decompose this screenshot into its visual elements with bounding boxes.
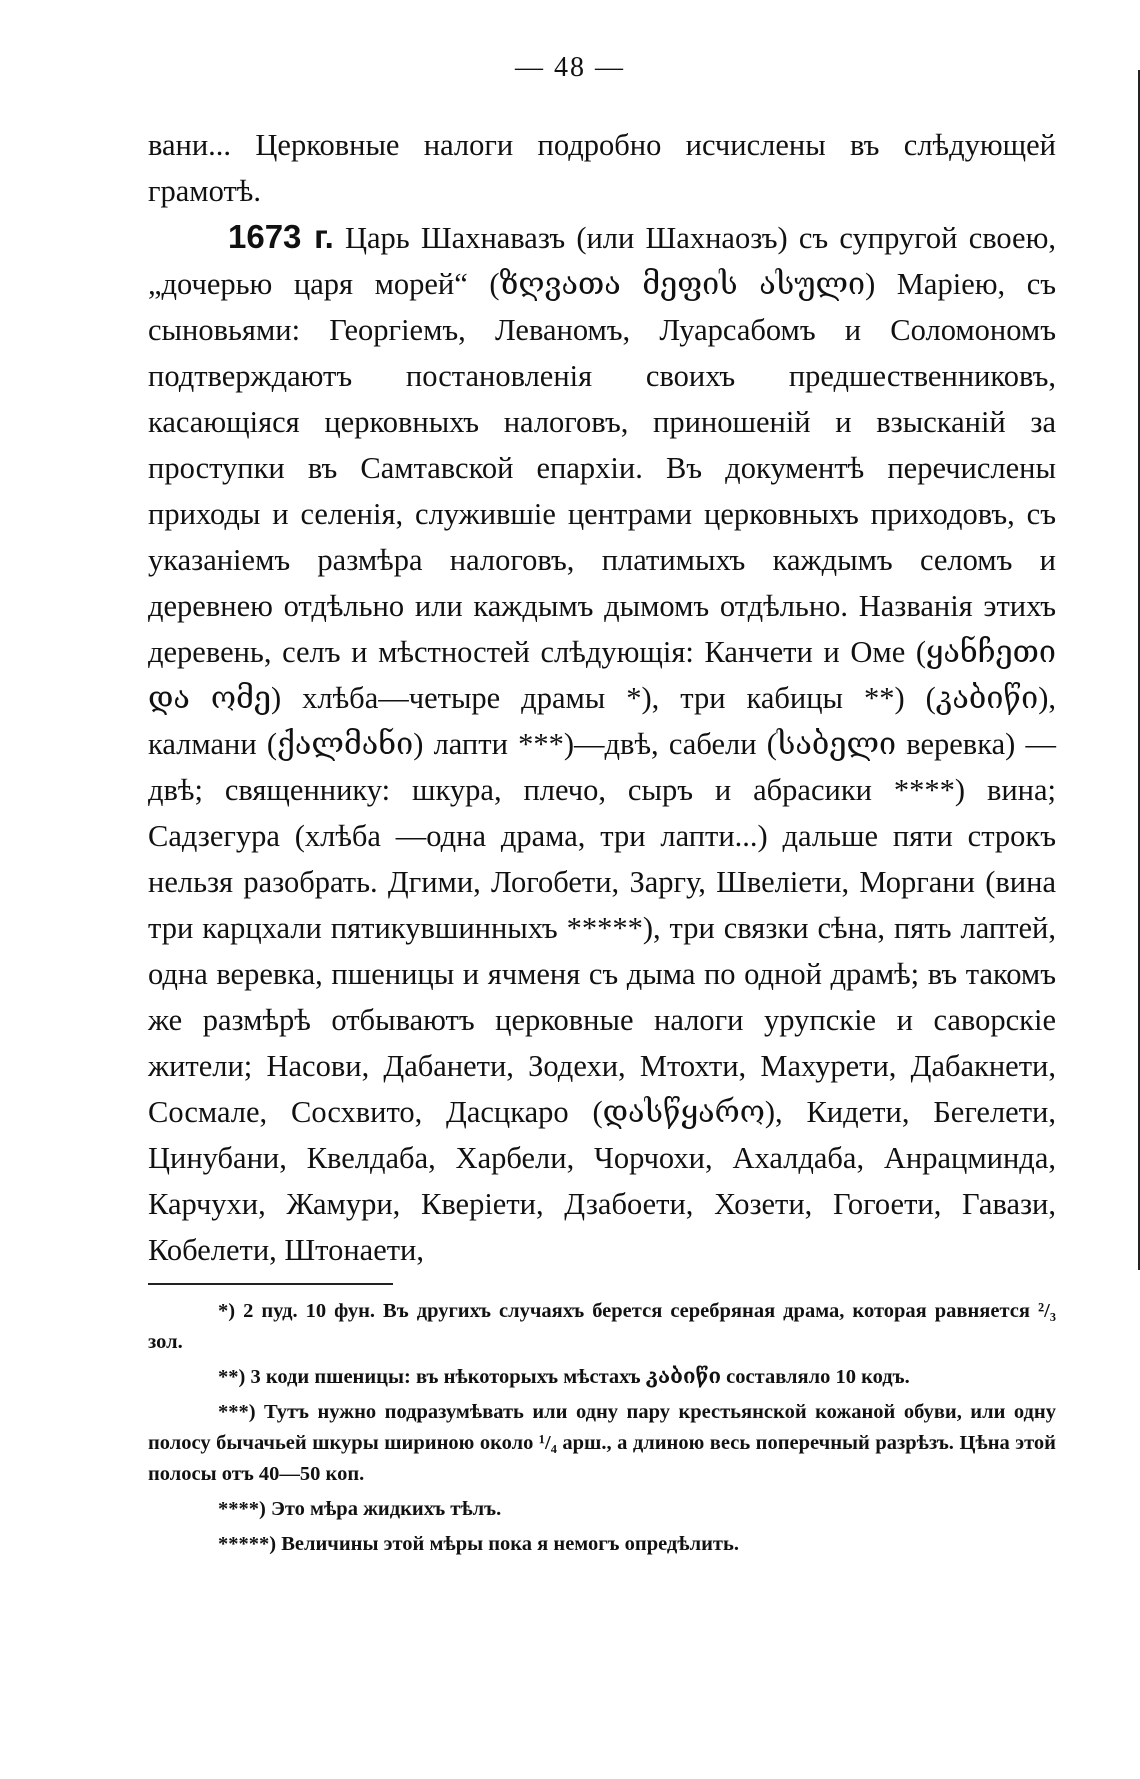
paragraph-2-text: Царь Шахнавазъ (или Шахнаозъ) съ супругой своею, „дочерью царя морей“ (ზღვათა მეფის ასული) Маріею, съ сыновьями: Георгіемъ, Леваномъ, Луарсабомъ и Соломономъ подтверждаютъ постановленія своихъ предшественниковъ, касающіяся церковныхъ налоговъ, приношеній и взысканій за проступки въ Самтавской епархіи. Въ документѣ перечислены приходы и селенія, служившіе центрами церковныхъ приходовъ, съ указаніемъ размѣра налоговъ, платимыхъ каждымъ селомъ и деревнею отдѣльно или каждымъ дымомъ отдѣльно. Названія этихъ деревень, селъ и мѣстностей слѣдующія: Канчети и Оме (ყანჩეთი და ომე) хлѣба—четыре драмы *), три кабицы **) (კაბიწი), калмани (ქალმანი) лапти ***)—двѣ, сабели (საბელი веревка) — двѣ; священнику: шкура, плечо, сыръ и абрасики ****) вина; Садзегура (хлѣба —одна драма, три лапти...) дальше пяти строкъ нельзя разобрать. Дгими, Логобети, Заргу, Швеліети, Моргани (вина три карцхали пятикувшинныхъ *****), три связки сѣна, пять лаптей, одна веревка, пшеницы и ячменя съ дыма по одной драмѣ; въ такомъ же размѣрѣ отбываютъ церковные налоги урупскіе и саворскіе жители; Насови, Дабанети, Зодехи, Мтохти, Махурети, Дабакнети, Сосмале, Сосхвито, Дасцкаро (დასწყარო), Кидети, Бегелети, Цинубани, Квелдаба, Харбели, Чорчохи, Ахалдаба, Анрацминда, Карчухи, Жамури, Кверіети, Дзабоети, Хозети, Гогоети, Гавази, Кобелети, Штонаети, (148, 221, 1056, 1267)
footnote-2: **) 3 коди пшеницы: въ нѣкоторыхъ мѣстахъ კაბიწი составляло 10 кодъ. (218, 1366, 910, 1388)
footnotes (148, 1296, 1056, 1564)
main-text (148, 122, 1056, 1273)
footnote-4: ****) Это мѣра жидкихъ тѣлъ. (218, 1498, 502, 1520)
year-heading: 1673 г. (228, 218, 334, 255)
footnote-5: *****) Величины этой мѣры пока я немогъ опредѣлить. (218, 1533, 739, 1555)
footnote-3: ***) Тутъ нужно подразумѣвать или одну пару крестьянской кожаной обуви, или одну полосу бычачьей шкуры шириною около ¹/₄ арш., а длиною весь поперечный разрѣзъ. Цѣна этой полосы отъ 40—50 коп. (148, 1401, 1056, 1485)
paragraph-1: вани... Церковные налоги подробно исчислены въ слѣдующей грамотѣ. (148, 128, 1056, 208)
page-number: — 48 — (515, 52, 625, 83)
paragraph-2 (148, 214, 1056, 1273)
footnote-1: *) 2 пуд. 10 фун. Въ другихъ случаяхъ берется серебряная драма, которая равняется ²/₃ зол. (148, 1300, 1056, 1353)
footnote-separator (148, 1283, 393, 1285)
